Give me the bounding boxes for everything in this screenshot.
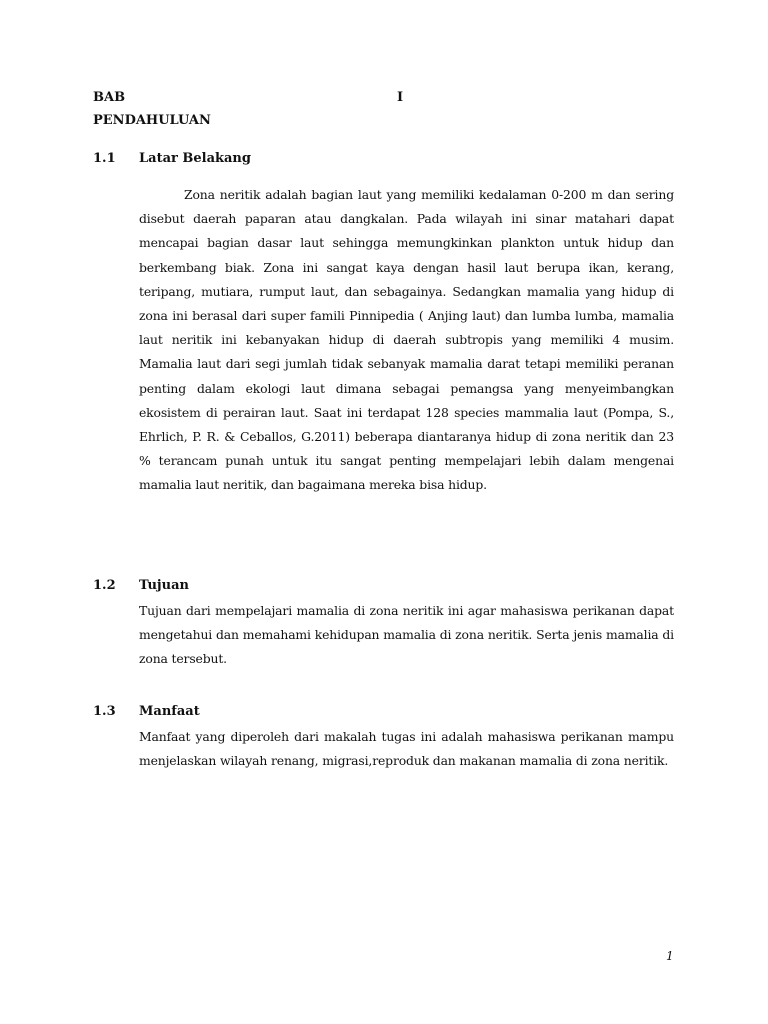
section-number-1-2: 1.2 <box>93 578 116 593</box>
section-title-tujuan: Tujuan <box>139 578 189 593</box>
page-number: 1 <box>666 949 674 963</box>
section-title-manfaat: Manfaat <box>139 704 200 719</box>
section-title-latar-belakang: Latar Belakang <box>139 151 251 166</box>
section-body-latar-belakang: Zona neritik adalah bagian laut yang memiliki kedalaman 0-200 m dan sering disebut daerah paparan atau dangkalan. Pada wilayah ini sinar matahari dapat mencapai bagian dasar laut sehingga memungkinkan plankton untuk hidup dan berkembang biak. Zona ini sangat kaya dengan hasil laut berupa ikan, kerang, teripang, mutiara, rumput laut, dan sebagainya. Sedangkan mamalia yang hidup di zona ini berasal dari super famili Pinnipedia ( Anjing laut) dan lumba lumba, mamalia laut neritik ini kebanyakan hidup di daerah subtropis yang memiliki 4 musim. Mamalia laut dari segi jumlah tidak sebanyak mamalia darat tetapi memiliki peranan penting dalam ekologi laut dimana sebagai pemangsa yang menyeimbangkan ekosistem di perairan laut. Saat ini terdapat 128 species mammalia laut (Pompa, S., Ehrlich, P. R. & Ceballos, G.2011) beberapa diantaranya hidup di zona neritik dan 23 % terancam punah untuk itu sangat penting mempelajari lebih dalam mengenai mamalia laut neritik, dan bagaimana mereka bisa hidup. <box>139 187 674 493</box>
bab-number: I <box>397 90 404 105</box>
section-number-1-1: 1.1 <box>93 151 116 166</box>
section-number-1-3: 1.3 <box>93 704 116 719</box>
chapter-title: PENDAHULUAN <box>93 113 211 128</box>
section-body-tujuan: Tujuan dari mempelajari mamalia di zona neritik ini agar mahasiswa perikanan dapat mengetahui dan memahami kehidupan mamalia di zona neritik. Serta jenis mamalia di zona tersebut. <box>139 603 674 667</box>
bab-label: BAB <box>93 90 126 105</box>
section-body-manfaat: Manfaat yang diperoleh dari makalah tugas ini adalah mahasiswa perikanan mampu menjelaskan wilayah renang, migrasi,reproduk dan makanan mamalia di zona neritik. <box>139 729 674 769</box>
